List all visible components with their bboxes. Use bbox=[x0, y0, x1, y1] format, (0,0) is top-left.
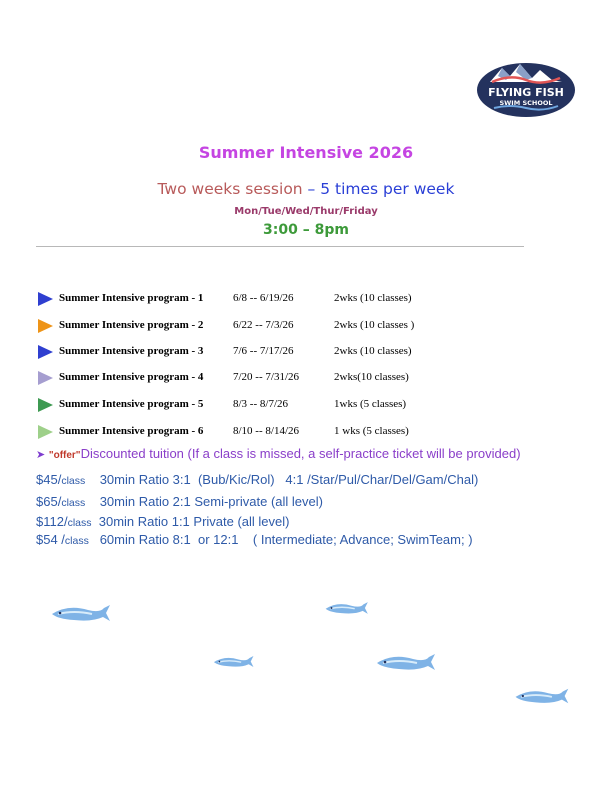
program-duration: 2wks (10 classes ) bbox=[334, 319, 415, 331]
program-dates: 7/6 -- 7/17/26 bbox=[233, 345, 294, 357]
price-details: 30min Ratio 1:1 Private (all level) bbox=[91, 514, 290, 529]
program-dates: 6/22 -- 7/3/26 bbox=[233, 319, 294, 331]
price-amount: $112/ bbox=[36, 514, 68, 529]
fish-icon bbox=[210, 654, 256, 669]
price-row bbox=[36, 514, 290, 529]
fish-icon bbox=[322, 600, 370, 616]
logo-badge-icon bbox=[476, 58, 576, 120]
header-divider bbox=[36, 246, 524, 247]
price-row bbox=[36, 472, 478, 487]
triangle-right-icon bbox=[38, 319, 53, 333]
triangle-right-icon bbox=[38, 398, 53, 412]
program-name: Summer Intensive program - 5 bbox=[59, 398, 204, 410]
program-row bbox=[38, 344, 598, 360]
program-duration: 1 wks (5 classes) bbox=[334, 425, 409, 437]
program-name: Summer Intensive program - 3 bbox=[59, 345, 204, 357]
price-row bbox=[36, 532, 473, 547]
price-unit: class bbox=[64, 535, 89, 547]
price-unit: class bbox=[61, 497, 86, 509]
subtitle-frequency: 5 times per week bbox=[320, 180, 455, 198]
program-name: Summer Intensive program - 6 bbox=[59, 425, 204, 437]
offer-tag: "offer" bbox=[48, 450, 81, 461]
session-time: 3:00 – 8pm bbox=[263, 222, 349, 238]
program-duration: 2wks (10 classes) bbox=[334, 345, 412, 357]
arrow-right-icon: ➤ bbox=[36, 449, 46, 461]
subtitle-separator: – bbox=[302, 180, 321, 198]
program-row bbox=[38, 318, 598, 334]
program-dates: 7/20 -- 7/31/26 bbox=[233, 371, 299, 383]
program-row bbox=[38, 370, 598, 386]
program-dates: 8/3 -- 8/7/26 bbox=[233, 398, 288, 410]
triangle-right-icon bbox=[38, 292, 53, 306]
price-details: 60min Ratio 8:1 or 12:1 ( Intermediate; Advance; SwimTeam; ) bbox=[88, 532, 473, 547]
logo-line-2: SWIM SCHOOL bbox=[499, 99, 553, 107]
program-duration: 2wks (10 classes) bbox=[334, 292, 412, 304]
price-unit: class bbox=[61, 475, 86, 487]
offer-text: Discounted tuition (If a class is missed, a self-practice ticket will be provided) bbox=[80, 446, 521, 461]
offer-line bbox=[36, 446, 521, 461]
flying-fish-logo bbox=[476, 58, 576, 120]
program-row bbox=[38, 397, 598, 413]
program-dates: 8/10 -- 8/14/26 bbox=[233, 425, 299, 437]
subtitle-session-length: Two weeks session bbox=[157, 180, 303, 198]
fish-icon bbox=[372, 651, 438, 673]
fish-icon bbox=[508, 686, 574, 706]
program-name: Summer Intensive program - 4 bbox=[59, 371, 204, 383]
price-amount: $65/ bbox=[36, 494, 62, 509]
triangle-right-icon bbox=[38, 371, 53, 385]
price-row bbox=[36, 494, 323, 509]
program-name: Summer Intensive program - 2 bbox=[59, 319, 204, 331]
price-details: 30min Ratio 3:1 (Bub/Kic/Rol) 4:1 /Star/Pul/Char/Del/Gam/Chal) bbox=[85, 472, 479, 487]
price-amount: $45/ bbox=[36, 472, 62, 487]
price-unit: class bbox=[67, 517, 92, 529]
triangle-right-icon bbox=[38, 425, 53, 439]
page-title: Summer Intensive 2026 bbox=[198, 143, 414, 162]
session-subtitle bbox=[0, 180, 612, 198]
price-amount: $54 / bbox=[36, 532, 65, 547]
program-row bbox=[38, 424, 598, 440]
program-duration: 2wks(10 classes) bbox=[334, 371, 409, 383]
program-name: Summer Intensive program - 1 bbox=[59, 292, 204, 304]
price-details: 30min Ratio 2:1 Semi-private (all level) bbox=[85, 494, 323, 509]
session-days: Mon/Tue/Wed/Thur/Friday bbox=[234, 206, 378, 217]
fish-icon bbox=[48, 602, 112, 624]
program-row bbox=[38, 291, 598, 307]
program-dates: 6/8 -- 6/19/26 bbox=[233, 292, 294, 304]
logo-line-1: FLYING FISH bbox=[488, 86, 564, 99]
triangle-right-icon bbox=[38, 345, 53, 359]
program-duration: 1wks (5 classes) bbox=[334, 398, 407, 410]
